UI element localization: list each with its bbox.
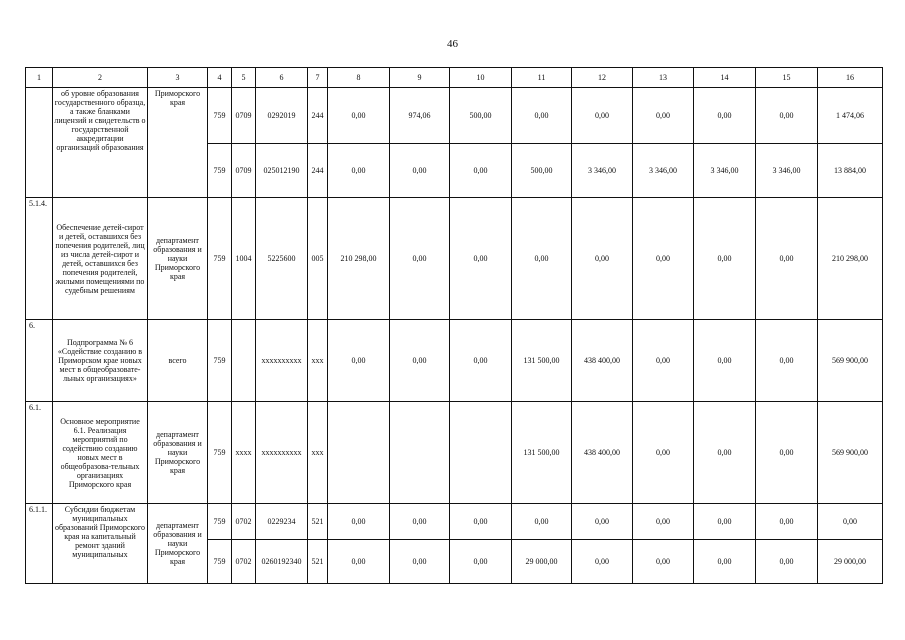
page-number: 46 — [447, 38, 458, 50]
header-cell: 16 — [818, 68, 883, 88]
row-number — [26, 88, 53, 198]
header-cell: 9 — [390, 68, 450, 88]
header-cell: 13 — [633, 68, 694, 88]
row-executor: Приморского края — [148, 88, 208, 198]
value-cell: 0,00 — [694, 540, 756, 584]
code-cell: 0709 — [232, 144, 256, 198]
table-row — [26, 320, 883, 402]
code-cell: 759 — [208, 320, 232, 402]
value-cell: 210 298,00 — [328, 198, 390, 320]
code-cell: 759 — [208, 540, 232, 584]
row-name: Подпрограмма № 6 «Содействие созданию в Приморском крае новых мест в общеобразовате-льных организациях» — [53, 320, 148, 402]
header-cell: 5 — [232, 68, 256, 88]
value-cell: 0,00 — [756, 320, 818, 402]
value-cell: 0,00 — [694, 504, 756, 540]
value-cell: 500,00 — [450, 88, 512, 144]
value-cell — [328, 402, 390, 504]
table-row — [26, 402, 883, 504]
value-cell: 0,00 — [756, 504, 818, 540]
value-cell — [450, 402, 512, 504]
header-cell: 14 — [694, 68, 756, 88]
code-cell: 521 — [308, 540, 328, 584]
row-executor: всего — [148, 320, 208, 402]
value-cell: 0,00 — [512, 198, 572, 320]
value-cell: 0,00 — [512, 88, 572, 144]
code-cell — [232, 320, 256, 402]
header-cell: 1 — [26, 68, 53, 88]
value-cell: 131 500,00 — [512, 402, 572, 504]
code-cell: 005 — [308, 198, 328, 320]
code-cell: xxx — [308, 402, 328, 504]
value-cell: 0,00 — [633, 320, 694, 402]
header-row — [26, 68, 883, 88]
value-cell: 3 346,00 — [633, 144, 694, 198]
value-cell: 29 000,00 — [818, 540, 883, 584]
code-cell: 1004 — [232, 198, 256, 320]
value-cell: 0,00 — [572, 88, 633, 144]
code-cell: 759 — [208, 504, 232, 540]
value-cell: 0,00 — [390, 144, 450, 198]
value-cell: 0,00 — [756, 88, 818, 144]
value-cell: 0,00 — [450, 144, 512, 198]
value-cell: 0,00 — [633, 88, 694, 144]
value-cell: 569 900,00 — [818, 320, 883, 402]
header-cell: 11 — [512, 68, 572, 88]
value-cell: 0,00 — [694, 88, 756, 144]
table-row — [26, 198, 883, 320]
row-executor: департамент образования и науки Приморского края — [148, 198, 208, 320]
table-row — [26, 88, 883, 144]
code-cell: 759 — [208, 88, 232, 144]
header-cell: 4 — [208, 68, 232, 88]
row-name: об уровне образования государственного образца, а также бланками лицензий и свидетельств о государственной аккредитации организаций образования — [53, 88, 148, 198]
header-cell: 12 — [572, 68, 633, 88]
row-executor: департамент образования и науки Приморского края — [148, 504, 208, 584]
code-cell: 0709 — [232, 88, 256, 144]
code-cell: xxxxxxxxxx — [256, 402, 308, 504]
value-cell: 569 900,00 — [818, 402, 883, 504]
value-cell: 0,00 — [756, 540, 818, 584]
code-cell: 759 — [208, 402, 232, 504]
value-cell: 0,00 — [818, 504, 883, 540]
code-cell: 0702 — [232, 540, 256, 584]
code-cell: xxx — [308, 320, 328, 402]
value-cell: 0,00 — [390, 198, 450, 320]
value-cell: 500,00 — [512, 144, 572, 198]
row-name: Обеспечение детей-сирот и детей, оставшихся без попечения родителей, лиц из числа детей-сирот и детей, оставшихся без попечения родителей, жилыми помещениями по судебным решениям — [53, 198, 148, 320]
header-cell: 15 — [756, 68, 818, 88]
value-cell: 0,00 — [633, 402, 694, 504]
code-cell: 0229234 — [256, 504, 308, 540]
table-row — [26, 504, 883, 540]
value-cell: 0,00 — [450, 540, 512, 584]
value-cell: 0,00 — [328, 88, 390, 144]
row-executor: департамент образования и науки Приморского края — [148, 402, 208, 504]
value-cell: 0,00 — [450, 320, 512, 402]
header-cell: 2 — [53, 68, 148, 88]
value-cell: 0,00 — [512, 504, 572, 540]
value-cell — [390, 402, 450, 504]
budget-table — [25, 67, 883, 584]
row-name: Основное мероприятие 6.1. Реализация мероприятий по содействию созданию новых мест в общеобразова-тельных организациях Приморского края — [53, 402, 148, 504]
code-cell: 521 — [308, 504, 328, 540]
code-cell: 244 — [308, 88, 328, 144]
value-cell: 29 000,00 — [512, 540, 572, 584]
value-cell: 438 400,00 — [572, 320, 633, 402]
row-number: 6.1. — [26, 402, 53, 504]
value-cell: 0,00 — [572, 198, 633, 320]
value-cell: 210 298,00 — [818, 198, 883, 320]
row-name: Субсидии бюджетам муниципальных образований Приморского края на капитальный ремонт зданий муниципальных — [53, 504, 148, 584]
code-cell: xxxxxxxxxx — [256, 320, 308, 402]
header-cell: 7 — [308, 68, 328, 88]
code-cell: 0260192340 — [256, 540, 308, 584]
value-cell: 438 400,00 — [572, 402, 633, 504]
row-number: 6. — [26, 320, 53, 402]
value-cell: 0,00 — [390, 540, 450, 584]
value-cell: 0,00 — [572, 540, 633, 584]
value-cell: 0,00 — [633, 198, 694, 320]
header-cell: 6 — [256, 68, 308, 88]
value-cell: 0,00 — [572, 504, 633, 540]
value-cell: 13 884,00 — [818, 144, 883, 198]
value-cell: 3 346,00 — [572, 144, 633, 198]
code-cell: 5225600 — [256, 198, 308, 320]
header-cell: 3 — [148, 68, 208, 88]
value-cell: 3 346,00 — [756, 144, 818, 198]
value-cell: 0,00 — [390, 320, 450, 402]
code-cell: 759 — [208, 144, 232, 198]
row-number: 6.1.1. — [26, 504, 53, 584]
value-cell: 0,00 — [694, 198, 756, 320]
value-cell: 3 346,00 — [694, 144, 756, 198]
value-cell: 0,00 — [694, 402, 756, 504]
value-cell: 974,06 — [390, 88, 450, 144]
code-cell: xxxx — [232, 402, 256, 504]
value-cell: 0,00 — [328, 540, 390, 584]
value-cell: 0,00 — [450, 198, 512, 320]
value-cell: 0,00 — [633, 540, 694, 584]
value-cell: 0,00 — [756, 198, 818, 320]
code-cell: 0702 — [232, 504, 256, 540]
header-cell: 10 — [450, 68, 512, 88]
value-cell: 0,00 — [328, 504, 390, 540]
value-cell: 0,00 — [328, 320, 390, 402]
value-cell: 0,00 — [450, 504, 512, 540]
code-cell: 0292019 — [256, 88, 308, 144]
row-number: 5.1.4. — [26, 198, 53, 320]
header-cell: 8 — [328, 68, 390, 88]
value-cell: 0,00 — [328, 144, 390, 198]
value-cell: 0,00 — [694, 320, 756, 402]
value-cell: 131 500,00 — [512, 320, 572, 402]
value-cell: 0,00 — [633, 504, 694, 540]
value-cell: 0,00 — [756, 402, 818, 504]
value-cell: 1 474,06 — [818, 88, 883, 144]
code-cell: 759 — [208, 198, 232, 320]
value-cell: 0,00 — [390, 504, 450, 540]
code-cell: 244 — [308, 144, 328, 198]
code-cell: 025012190 — [256, 144, 308, 198]
